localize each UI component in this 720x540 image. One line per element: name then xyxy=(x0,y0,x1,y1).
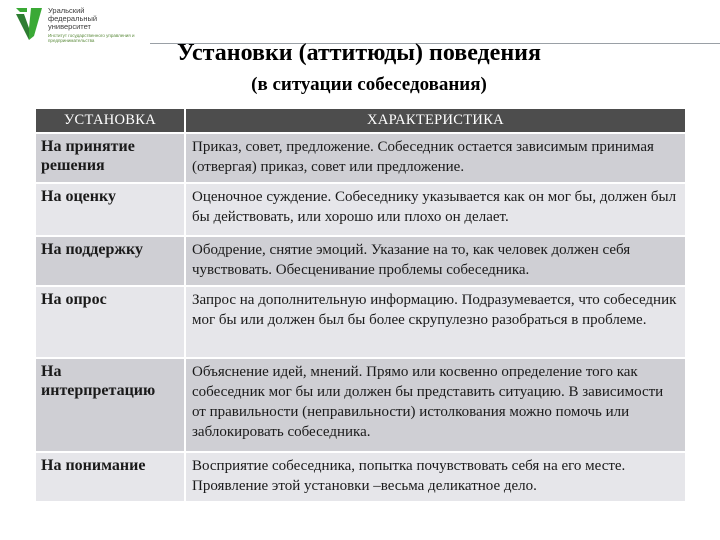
page-title: Установки (аттитюды) поведения xyxy=(177,40,541,66)
characteristic-cell: Приказ, совет, предложение. Собеседник остается зависимым принимая (отвергая) приказ, совет или предложение. xyxy=(186,132,685,182)
table-row xyxy=(36,451,685,501)
table-row xyxy=(36,182,685,235)
column-header-setting: УСТАНОВКА xyxy=(36,109,186,132)
setting-cell: На понимание xyxy=(36,451,186,501)
institute-name: Институт государственного управления и предпринимательства xyxy=(48,33,135,43)
ural-university-logo-icon xyxy=(14,6,44,42)
table-header-row xyxy=(36,109,685,132)
characteristic-cell: Ободрение, снятие эмоций. Указание на то, как человек должен себя чувствовать. Обесценивание проблемы собеседника. xyxy=(186,235,685,285)
table-row xyxy=(36,285,685,357)
characteristic-cell: Запрос на дополнительную информацию. Подразумевается, что собеседник мог бы или должен был бы более скрупулезно разобраться в проблеме. xyxy=(186,285,685,357)
characteristic-cell: Оценочное суждение. Собеседнику указывается как он мог бы, должен был бы действовать, или хорошо или плохо он делает. xyxy=(186,182,685,235)
setting-cell: На интерпретацию xyxy=(36,357,186,451)
setting-cell: На опрос xyxy=(36,285,186,357)
column-header-characteristic: ХАРАКТЕРИСТИКА xyxy=(186,109,685,132)
setting-cell: На поддержку xyxy=(36,235,186,285)
setting-cell: На принятие решения xyxy=(36,132,186,182)
university-logo xyxy=(14,6,134,44)
table-row xyxy=(36,235,685,285)
setting-cell: На оценку xyxy=(36,182,186,235)
table-row xyxy=(36,132,685,182)
settings-table xyxy=(36,109,685,501)
page-subtitle: (в ситуации собеседования) xyxy=(251,74,487,95)
characteristic-cell: Восприятие собеседника, попытка почувствовать себя на его месте. Проявление этой установки –весьма деликатное дело. xyxy=(186,451,685,501)
table-row xyxy=(36,357,685,451)
university-name: Уральский федеральный университет xyxy=(48,6,98,31)
characteristic-cell: Объяснение идей, мнений. Прямо или косвенно определение того как собеседник мог бы или должен бы представить ситуацию. В зависимости от правильности (неправильности) истолкования можно помочь или заблокировать собеседника. xyxy=(186,357,685,451)
